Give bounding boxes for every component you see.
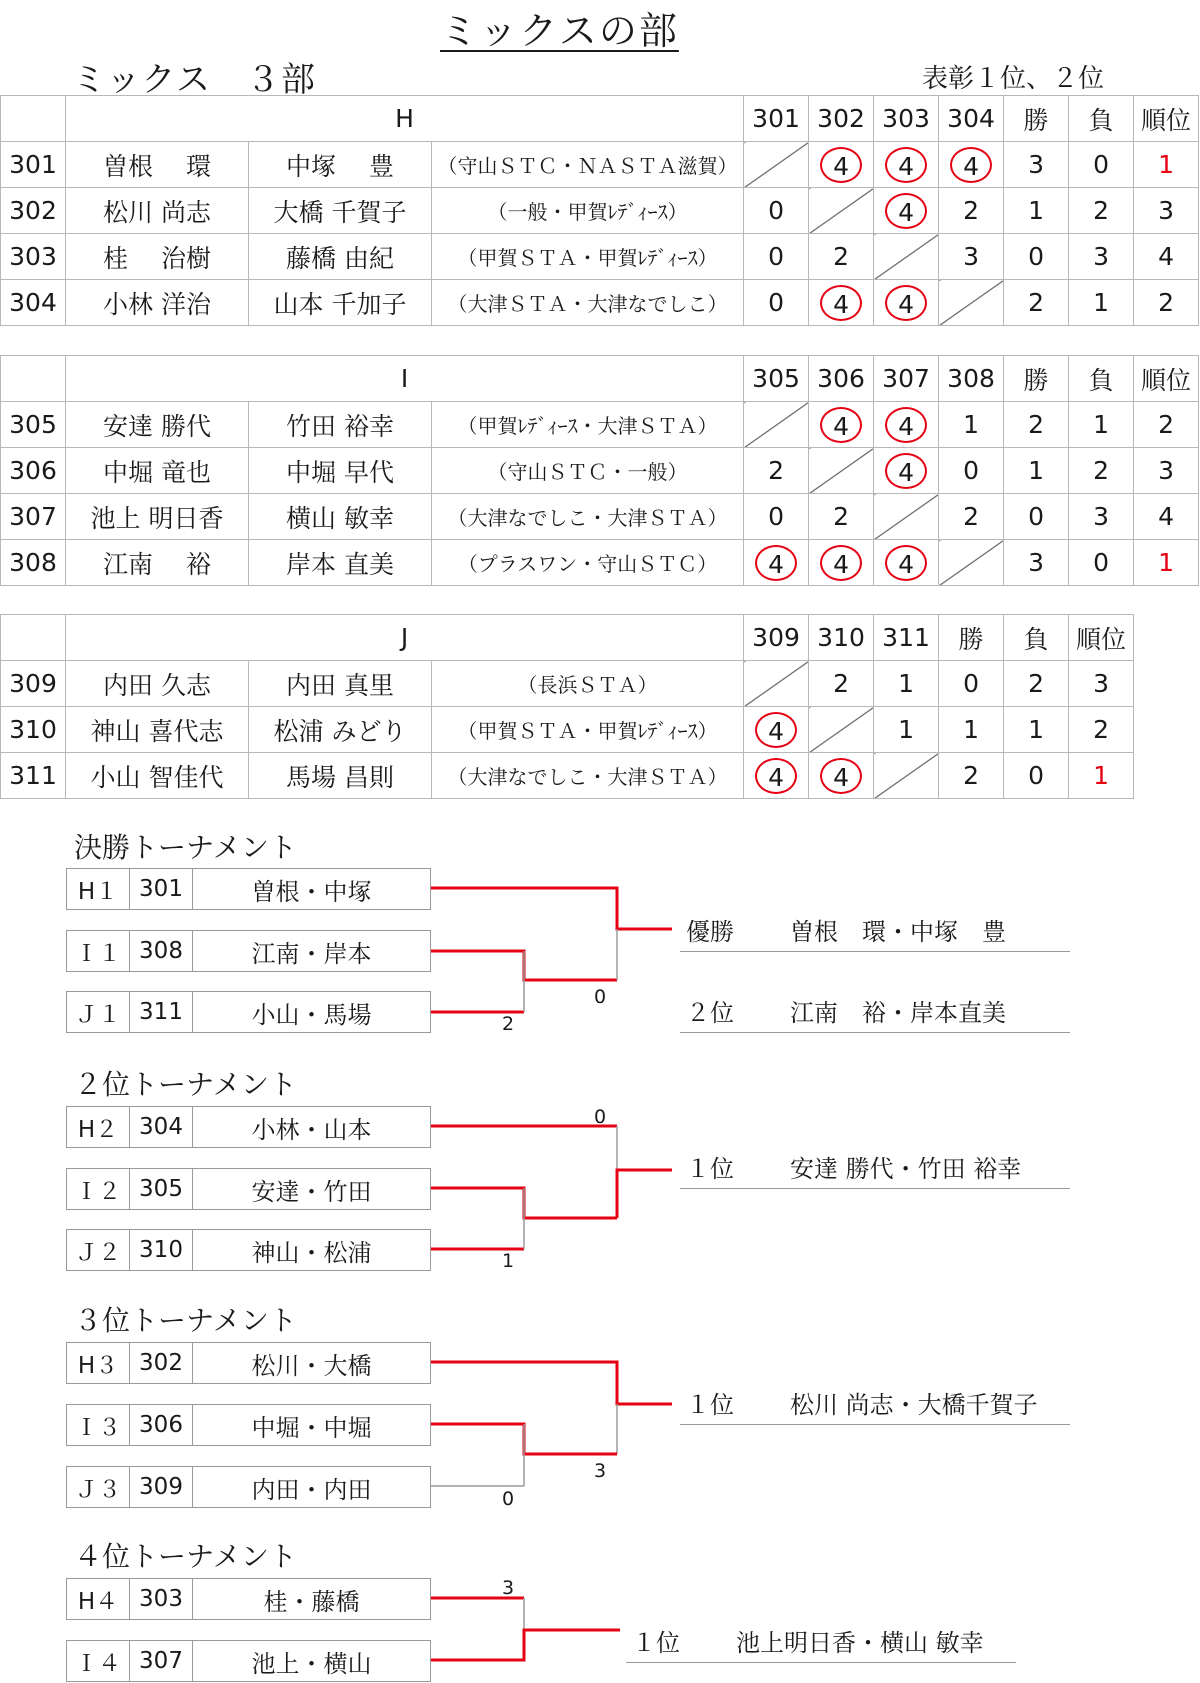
player-2: 藤橋 由紀 [249, 234, 432, 280]
score-value: 1 [898, 715, 914, 744]
rank: 4 [1134, 494, 1199, 540]
entry-seed: H２ [67, 1107, 130, 1147]
bracket-title: 決勝トーナメント [74, 831, 297, 864]
result-names: 池上明日香・横山 敏幸 [736, 1629, 984, 1657]
result-rank: １位 [632, 1629, 680, 1657]
page-title: ミックスの部 [440, 9, 679, 53]
club-affiliation: （大津なでしこ・大津ＳＴＡ） [432, 494, 744, 540]
rank: 2 [1134, 402, 1199, 448]
rank-header: 順位 [1134, 96, 1199, 142]
club-affiliation: （守山ＳＴＣ・一般） [432, 448, 744, 494]
match-score: 2 [502, 1013, 515, 1035]
score-value: 3 [963, 242, 979, 271]
score-value: 1 [898, 669, 914, 698]
opponent-header: 308 [939, 356, 1004, 402]
entry-seed: Ｊ３ [67, 1467, 130, 1507]
entry-pair: 松川・大橋 [251, 1351, 372, 1380]
losses-header: 負 [1004, 615, 1069, 661]
result-rank: ２位 [686, 999, 734, 1027]
entry-number: 306 [1, 448, 66, 494]
win-score: 4 [885, 147, 927, 183]
match-score: 0 [594, 1106, 607, 1128]
entry-seed: Ｊ１ [67, 992, 130, 1032]
entry-number: 309 [1, 661, 66, 707]
player-2: 馬場 昌則 [249, 753, 432, 799]
result-names: 江南 裕・岸本直美 [790, 999, 1006, 1027]
win-score: 4 [820, 147, 862, 183]
entry-seed: Ｊ２ [67, 1230, 130, 1270]
score-value: 1 [963, 410, 979, 439]
entry-number: 311 [130, 992, 193, 1032]
score-value: 0 [768, 196, 784, 225]
entry-seed: H１ [67, 869, 130, 909]
wins: 3 [1004, 540, 1069, 586]
win-score: 4 [885, 285, 927, 321]
win-score: 4 [820, 758, 862, 794]
rank: 4 [1134, 234, 1199, 280]
losses-header: 負 [1069, 96, 1134, 142]
wins: 1 [1004, 448, 1069, 494]
opponent-header: 303 [874, 96, 939, 142]
club-affiliation: （大津なでしこ・大津ＳＴＡ） [432, 753, 744, 799]
score-value: 0 [768, 288, 784, 317]
entry-pair: 内田・内田 [251, 1475, 372, 1504]
group-label: J [66, 615, 744, 661]
bracket-title: ４位トーナメント [74, 1540, 297, 1573]
player-1: 池上 明日香 [66, 494, 249, 540]
result-names: 松川 尚志・大橋千賀子 [790, 1391, 1038, 1419]
player-2: 横山 敏幸 [249, 494, 432, 540]
club-affiliation: （甲賀ＳＴＡ・甲賀ﾚﾃﾞｨｰｽ） [432, 234, 744, 280]
losses: 1 [1069, 402, 1134, 448]
entry-seed: H３ [67, 1343, 130, 1383]
group-label: H [66, 96, 744, 142]
entry-number: 307 [130, 1641, 193, 1681]
winner-path [431, 1630, 620, 1660]
player-1: 小山 智佳代 [66, 753, 249, 799]
opponent-header: 306 [809, 356, 874, 402]
award-note: 表彰１位、２位 [922, 64, 1105, 94]
club-affiliation: （大津ＳＴＡ・大津なでしこ） [432, 280, 744, 326]
opponent-header: 307 [874, 356, 939, 402]
player-2: 大橋 千賀子 [249, 188, 432, 234]
losses: 0 [1069, 142, 1134, 188]
result-rank: １位 [686, 1391, 734, 1419]
score-value: 2 [833, 502, 849, 531]
win-score: 4 [885, 545, 927, 581]
losses: 0 [1004, 753, 1069, 799]
player-1: 曽根 環 [66, 142, 249, 188]
player-1: 神山 喜代志 [66, 707, 249, 753]
club-affiliation: （守山ＳＴＣ・ＮＡＳＴＡ滋賀） [432, 142, 744, 188]
wins-header: 勝 [939, 615, 1004, 661]
entry-pair: 桂・藤橋 [263, 1587, 360, 1616]
entry-number: 310 [1, 707, 66, 753]
rank: 3 [1134, 448, 1199, 494]
losses: 2 [1069, 188, 1134, 234]
player-1: 中堀 竜也 [66, 448, 249, 494]
club-affiliation: （甲賀ＳＴＡ・甲賀ﾚﾃﾞｨｰｽ） [432, 707, 744, 753]
section-title: ミックス ３部 [72, 60, 316, 100]
winner-path [617, 1170, 672, 1218]
entry-number: 301 [1, 142, 66, 188]
rank-header: 順位 [1069, 615, 1134, 661]
player-1: 江南 裕 [66, 540, 249, 586]
wins-header: 勝 [1004, 356, 1069, 402]
opponent-header: 301 [744, 96, 809, 142]
result-rank: １位 [686, 1155, 734, 1183]
losses: 1 [1004, 707, 1069, 753]
entry-number: 309 [130, 1467, 193, 1507]
score-value: 0 [963, 456, 979, 485]
rank: 1 [1134, 540, 1199, 586]
entry-pair: 江南・岸本 [251, 939, 372, 968]
entry-number: 305 [130, 1169, 193, 1209]
entry-seed: Ｉ１ [67, 931, 130, 971]
opponent-header: 310 [809, 615, 874, 661]
wins: 0 [939, 661, 1004, 707]
win-score: 4 [820, 285, 862, 321]
result-rank: 優勝 [686, 918, 734, 946]
losses: 2 [1069, 448, 1134, 494]
entry-seed: Ｉ３ [67, 1405, 130, 1445]
club-affiliation: （長浜ＳＴＡ） [432, 661, 744, 707]
wins: 0 [1004, 234, 1069, 280]
losses-header: 負 [1069, 356, 1134, 402]
club-affiliation: （一般・甲賀ﾚﾃﾞｨｰｽ） [432, 188, 744, 234]
entry-pair: 小林・山本 [251, 1115, 372, 1144]
player-2: 中堀 早代 [249, 448, 432, 494]
match-score: 0 [502, 1488, 515, 1510]
wins: 2 [1004, 280, 1069, 326]
score-value: 2 [963, 502, 979, 531]
win-score: 4 [885, 407, 927, 443]
rank: 1 [1134, 142, 1199, 188]
player-1: 内田 久志 [66, 661, 249, 707]
player-1: 松川 尚志 [66, 188, 249, 234]
wins: 2 [1004, 402, 1069, 448]
player-1: 小林 洋治 [66, 280, 249, 326]
losses: 3 [1069, 494, 1134, 540]
opponent-header: 305 [744, 356, 809, 402]
entry-pair: 安達・竹田 [251, 1177, 372, 1206]
entry-pair: 神山・松浦 [251, 1238, 372, 1267]
rank: 1 [1069, 753, 1134, 799]
player-2: 竹田 裕幸 [249, 402, 432, 448]
entry-seed: Ｉ４ [67, 1641, 130, 1681]
rank: 3 [1069, 661, 1134, 707]
entry-number: 302 [1, 188, 66, 234]
rank: 2 [1134, 280, 1199, 326]
score-value: 2 [963, 196, 979, 225]
player-2: 中塚 豊 [249, 142, 432, 188]
group-label: I [66, 356, 744, 402]
entry-number: 302 [130, 1343, 193, 1383]
match-score: 3 [502, 1577, 515, 1599]
entry-number: 306 [130, 1405, 193, 1445]
win-score: 4 [820, 545, 862, 581]
entry-seed: Ｉ２ [67, 1169, 130, 1209]
losses: 3 [1069, 234, 1134, 280]
opponent-header: 302 [809, 96, 874, 142]
player-2: 松浦 みどり [249, 707, 432, 753]
result-names: 安達 勝代・竹田 裕幸 [790, 1155, 1022, 1183]
entry-number: 311 [1, 753, 66, 799]
entry-seed: H４ [67, 1579, 130, 1619]
winner-path [431, 1362, 672, 1404]
player-1: 桂 治樹 [66, 234, 249, 280]
entry-number: 304 [1, 280, 66, 326]
bracket-title: ２位トーナメント [74, 1068, 297, 1101]
wins: 0 [1004, 494, 1069, 540]
player-2: 岸本 直美 [249, 540, 432, 586]
opponent-header: 309 [744, 615, 809, 661]
rank: 3 [1134, 188, 1199, 234]
losses: 1 [1069, 280, 1134, 326]
wins: 3 [1004, 142, 1069, 188]
score-value: 2 [833, 669, 849, 698]
entry-number: 308 [130, 931, 193, 971]
score-value: 0 [768, 242, 784, 271]
win-score: 4 [755, 545, 797, 581]
entry-number: 303 [130, 1579, 193, 1619]
opponent-header: 311 [874, 615, 939, 661]
player-2: 内田 真里 [249, 661, 432, 707]
entry-number: 301 [130, 869, 193, 909]
score-value: 2 [768, 456, 784, 485]
entry-number: 308 [1, 540, 66, 586]
match-score: 3 [594, 1460, 607, 1482]
entry-number: 305 [1, 402, 66, 448]
entry-pair: 中堀・中堀 [251, 1413, 372, 1442]
rank: 2 [1069, 707, 1134, 753]
wins-header: 勝 [1004, 96, 1069, 142]
wins: 2 [939, 753, 1004, 799]
player-2: 山本 千加子 [249, 280, 432, 326]
match-score: 0 [594, 986, 607, 1008]
rank-header: 順位 [1134, 356, 1199, 402]
entry-pair: 池上・横山 [251, 1649, 372, 1678]
score-value: 2 [833, 242, 849, 271]
win-score: 4 [755, 758, 797, 794]
club-affiliation: （プラスワン・守山ＳＴＣ） [432, 540, 744, 586]
entry-number: 307 [1, 494, 66, 540]
player-1: 安達 勝代 [66, 402, 249, 448]
result-names: 曽根 環・中塚 豊 [790, 918, 1006, 946]
entry-number: 303 [1, 234, 66, 280]
wins: 1 [1004, 188, 1069, 234]
match-score: 1 [502, 1250, 515, 1272]
entry-pair: 小山・馬場 [251, 1000, 372, 1029]
entry-number: 310 [130, 1230, 193, 1270]
entry-number: 304 [130, 1107, 193, 1147]
entry-pair: 曽根・中塚 [251, 877, 372, 906]
winner-path [431, 888, 672, 929]
losses: 0 [1069, 540, 1134, 586]
win-score: 4 [885, 193, 927, 229]
score-value: 0 [768, 502, 784, 531]
win-score: 4 [950, 147, 992, 183]
win-score: 4 [885, 453, 927, 489]
losses: 2 [1004, 661, 1069, 707]
win-score: 4 [820, 407, 862, 443]
wins: 1 [939, 707, 1004, 753]
win-score: 4 [755, 712, 797, 748]
opponent-header: 304 [939, 96, 1004, 142]
bracket-title: ３位トーナメント [74, 1304, 297, 1337]
club-affiliation: （甲賀ﾚﾃﾞｨｰｽ・大津ＳＴＡ） [432, 402, 744, 448]
